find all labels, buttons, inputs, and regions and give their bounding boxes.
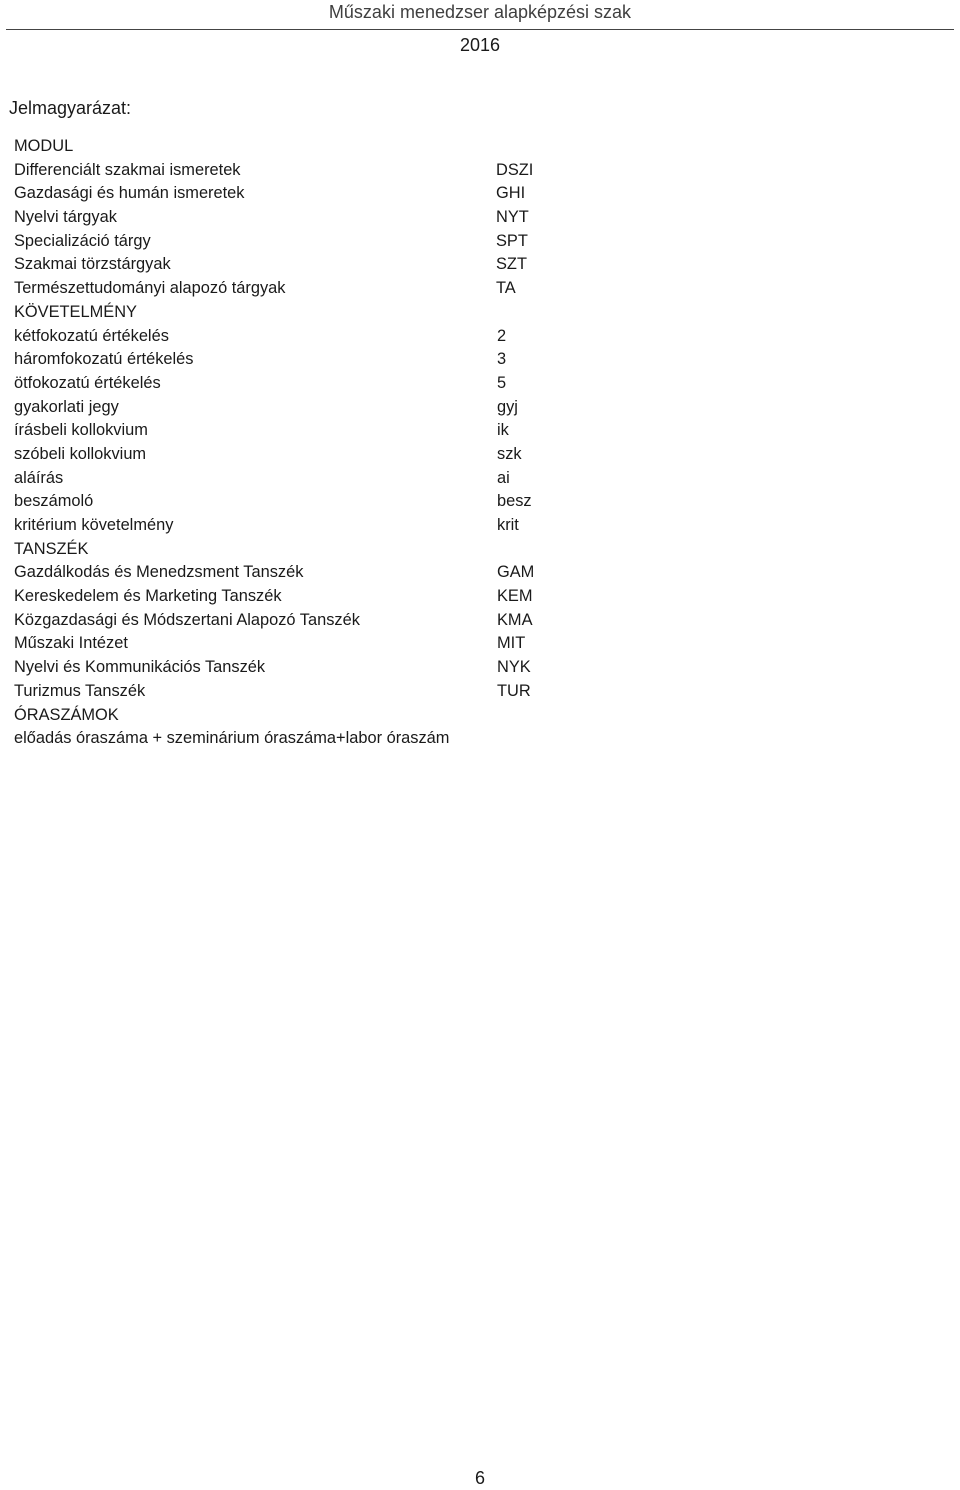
legend-row	[14, 467, 954, 491]
legend-code: GHI	[496, 184, 526, 203]
legend-label: Műszaki Intézet	[14, 634, 128, 653]
legend-code: MIT	[497, 634, 526, 653]
legend-label: Közgazdasági és Módszertani Alapozó Tanszék	[14, 610, 360, 629]
legend-row	[14, 159, 954, 183]
section-heading: ÓRASZÁMOK	[14, 705, 119, 724]
legend-label: Differenciált szakmai ismeretek	[14, 160, 241, 179]
legend-label: aláírás	[14, 468, 64, 487]
legend-code: KEM	[497, 587, 533, 606]
legend-row	[14, 443, 954, 467]
legend-code: TA	[496, 279, 516, 298]
legend-row	[14, 253, 954, 277]
legend-label: Kereskedelem és Marketing Tanszék	[14, 587, 282, 606]
legend-code: GAM	[497, 563, 535, 582]
legend-code: besz	[497, 492, 532, 511]
legend-row	[14, 325, 954, 349]
legend-code: DSZI	[496, 160, 534, 179]
legend-code: NYK	[497, 658, 531, 677]
legend-label: Nyelvi tárgyak	[14, 208, 117, 227]
legend-row	[14, 490, 954, 514]
section-heading: MODUL	[14, 137, 74, 155]
legend-code: TUR	[497, 681, 531, 700]
section-heading: KÖVETELMÉNY	[14, 302, 137, 321]
legend-code: ai	[497, 468, 510, 487]
legend-title: Jelmagyarázat:	[9, 98, 132, 118]
document-year: 2016	[459, 35, 501, 55]
legend-code: krit	[497, 516, 519, 534]
legend-label: előadás óraszáma + szeminárium óraszáma+labor óraszám	[14, 729, 450, 748]
legend-row	[14, 396, 954, 420]
page-number: 6	[474, 1468, 485, 1488]
legend-code: szk	[497, 444, 522, 463]
legend-label: szóbeli kollokvium	[14, 444, 147, 463]
legend-row	[14, 632, 954, 656]
legend-label: Turizmus Tanszék	[14, 681, 146, 700]
legend-label: gyakorlati jegy	[14, 397, 119, 416]
legend-code: NYT	[496, 208, 529, 227]
legend-row	[14, 182, 954, 206]
legend-label: ötfokozatú értékelés	[14, 373, 161, 392]
header-divider	[6, 29, 954, 30]
legend-row	[14, 514, 954, 538]
legend-code: 2	[497, 326, 507, 345]
legend-label: beszámoló	[14, 492, 94, 511]
legend-list	[14, 135, 954, 751]
legend-label: kritérium követelmény	[14, 516, 174, 534]
legend-row	[14, 277, 954, 301]
section-heading-kovetelmeny	[14, 301, 954, 325]
legend-code: KMA	[497, 610, 533, 629]
legend-label: kétfokozatú értékelés	[14, 326, 169, 345]
legend-code: gyj	[497, 397, 518, 416]
legend-row	[14, 230, 954, 254]
document-title: Műszaki menedzser alapképzési szak	[328, 2, 632, 22]
legend-label: Nyelvi és Kommunikációs Tanszék	[14, 658, 266, 677]
legend-label: írásbeli kollokvium	[14, 421, 148, 440]
legend-row	[14, 656, 954, 680]
legend-row	[14, 680, 954, 704]
legend-label: Specializáció tárgy	[14, 231, 151, 250]
legend-row	[14, 561, 954, 585]
legend-label: Gazdasági és humán ismeretek	[14, 184, 245, 203]
section-heading: TANSZÉK	[14, 539, 89, 558]
legend-row	[14, 348, 954, 372]
legend-code: 3	[497, 350, 507, 369]
section-heading-oraszamok	[14, 704, 954, 728]
section-heading-tanszek	[14, 538, 954, 562]
legend-code: ik	[497, 421, 509, 440]
legend-label: háromfokozatú értékelés	[14, 350, 194, 369]
legend-label: Gazdálkodás és Menedzsment Tanszék	[14, 563, 304, 582]
legend-row	[14, 609, 954, 633]
legend-label: Természettudományi alapozó tárgyak	[14, 279, 286, 298]
legend-row	[14, 727, 954, 751]
legend-row	[14, 206, 954, 230]
legend-row	[14, 372, 954, 396]
legend-code: 5	[497, 373, 507, 392]
legend-code: SZT	[496, 255, 527, 274]
legend-row	[14, 585, 954, 609]
section-heading-modul	[14, 135, 954, 159]
legend-label: Szakmai törzstárgyak	[14, 255, 171, 274]
legend-row	[14, 419, 954, 443]
legend-code: SPT	[496, 231, 528, 250]
